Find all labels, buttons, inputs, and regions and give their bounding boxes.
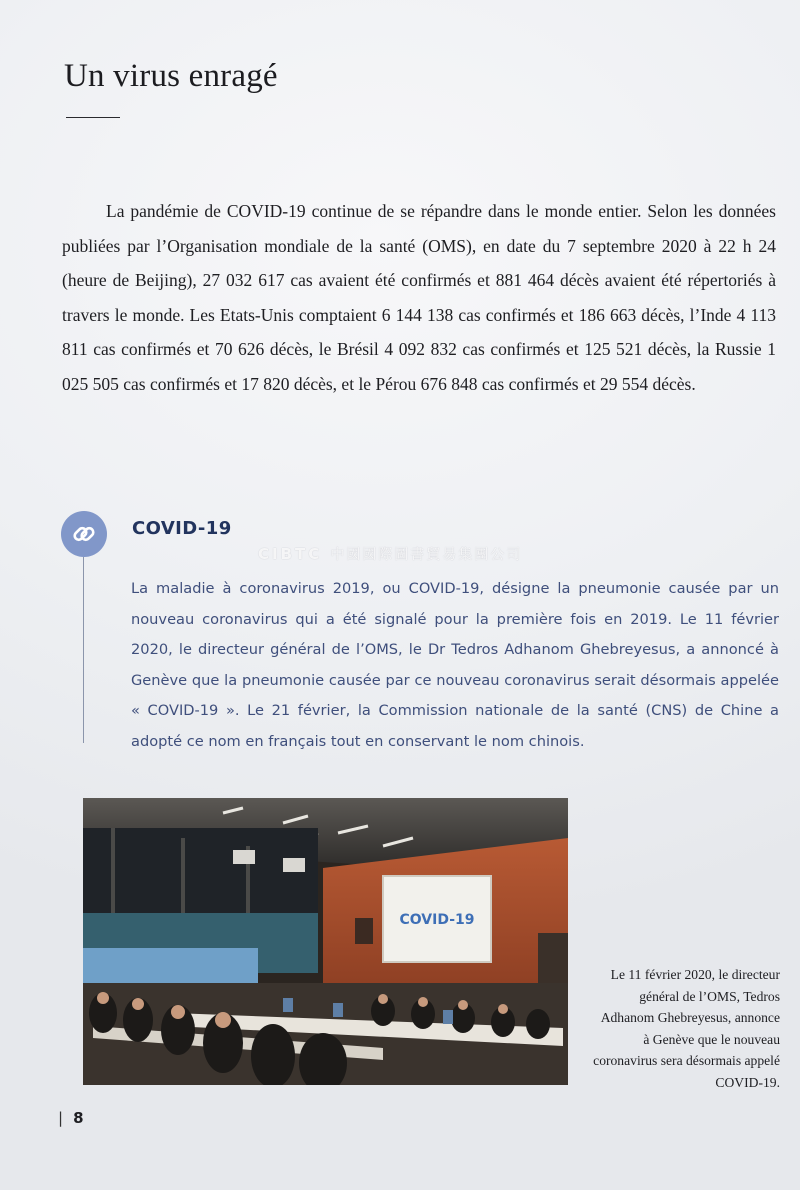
page-number-value: 8 xyxy=(73,1109,84,1127)
watermark-chinese: 中國國際圖書貿易集團公司 xyxy=(330,547,523,563)
photo-caption: Le 11 février 2020, le directeur général de l’OMS, Tedros Adhanom Ghebreyesus, annonce à Genève que le nouveau coronavirus sera désormais appelé COVID-19. xyxy=(593,967,780,1090)
page-number-bar: | xyxy=(58,1109,64,1127)
title-underline xyxy=(66,117,120,118)
page-number xyxy=(58,1109,84,1127)
main-paragraph: La pandémie de COVID-19 continue de se répandre dans le monde entier. Selon les données publiées par l’Organisation mondiale de la santé (OMS), en date du 7 septembre 2020 à 22 h 24 (heure de Beijing), 27 032 617 cas avaient été confirmés et 881 464 décès avaient été répertoriés à travers le monde. Les Etats-Unis comptaient 6 144 138 cas confirmés et 186 663 décès, l’Inde 4 113 811 cas confirmés et 70 626 décès, le Brésil 4 092 832 cas confirmés et 125 521 décès, la Russie 1 025 505 cas confirmés et 17 820 décès, et le Pérou 676 848 cas confirmés et 29 554 décès. xyxy=(62,201,776,394)
page-title: Un virus enragé xyxy=(64,58,278,94)
screen-label: COVID-19 xyxy=(399,912,475,928)
note-vertical-line xyxy=(83,557,84,743)
watermark-logo: CIBTC xyxy=(258,545,323,563)
conference-photo xyxy=(83,798,568,1085)
link-icon xyxy=(61,511,107,557)
watermark xyxy=(258,544,522,564)
note-heading: COVID-19 xyxy=(132,518,232,539)
note-text: La maladie à coronavirus 2019, ou COVID-19, désigne la pneumonie causée par un nouveau coronavirus qui a été signalé pour la première fois en 2019. Le 11 février 2020, le directeur général de l’OMS, le Dr Tedros Adhanom Ghebreyesus, a annoncé à Genève que la pneumonie causée par ce nouveau coronavirus serait désormais appelée « COVID-19 ». Le 21 février, la Commission nationale de la santé (CNS) de Chine a adopté ce nom en français tout en conservant le nom chinois. xyxy=(131,580,779,750)
